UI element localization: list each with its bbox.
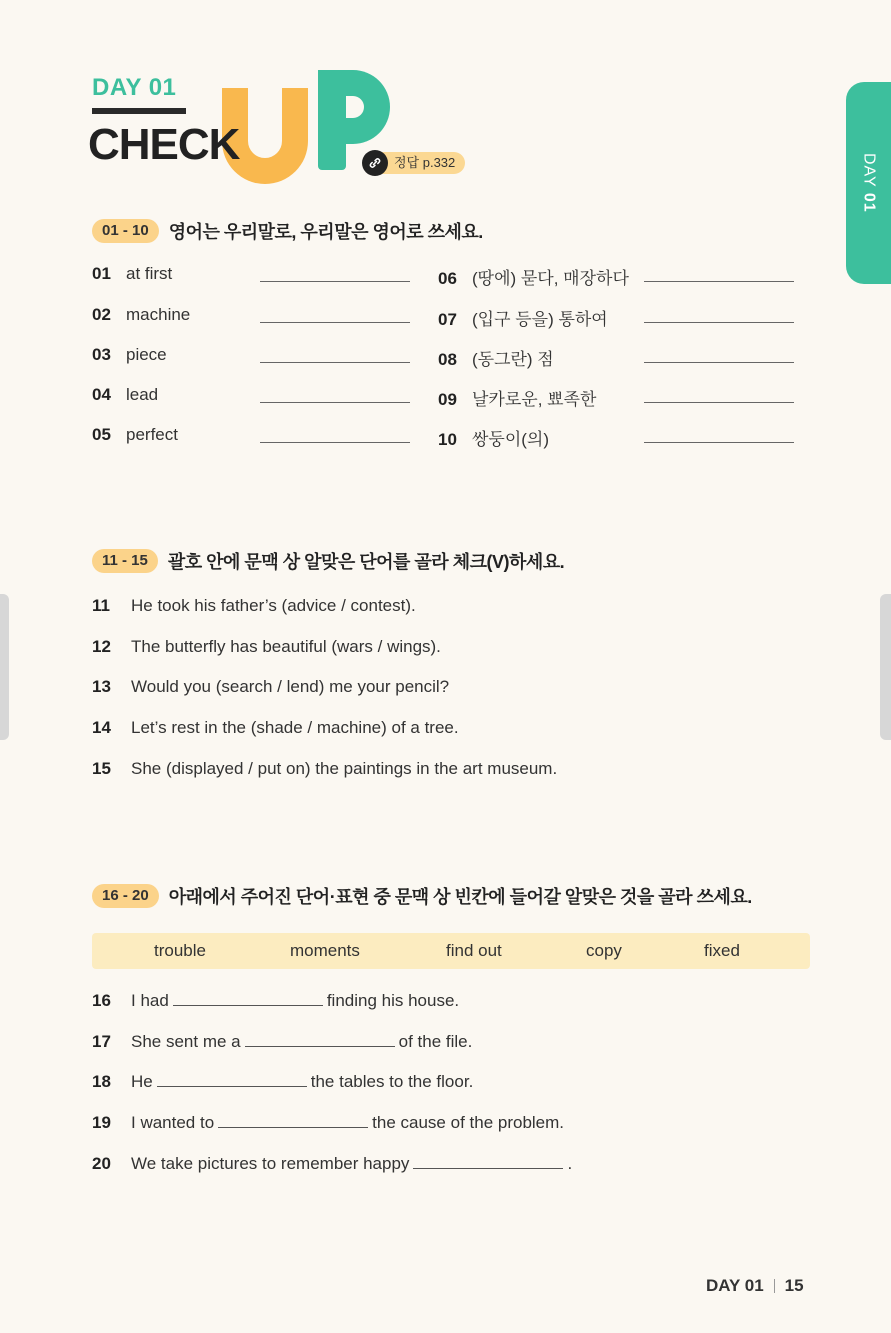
item-text: (땅에) 묻다, 매장하다 [472, 269, 629, 288]
fill-blank-item [92, 1032, 472, 1052]
item-number: 19 [92, 1113, 111, 1132]
item-number: 17 [92, 1032, 111, 1051]
answer-line[interactable] [644, 442, 794, 443]
vocab-item [92, 345, 167, 365]
sentence-item [92, 596, 416, 616]
blank-line[interactable] [157, 1072, 307, 1087]
item-number: 20 [92, 1154, 111, 1173]
word-option: trouble [154, 941, 206, 960]
fill-blank-item [92, 991, 459, 1011]
vocab-item [92, 305, 190, 325]
item-text-after: the tables to the floor. [310, 1072, 474, 1091]
item-text-before: She sent me a [131, 1032, 241, 1051]
item-text: He took his father’s (advice / contest). [131, 596, 416, 615]
section1-header [92, 218, 483, 244]
section3-header [92, 883, 752, 909]
vocab-item [92, 385, 158, 405]
item-text: lead [126, 385, 159, 404]
item-text-after: . [567, 1154, 573, 1173]
item-text: She (displayed / put on) the paintings in the art museum. [131, 759, 558, 778]
item-text-before: I had [131, 991, 169, 1010]
item-number: 10 [438, 430, 457, 449]
item-text-after: the cause of the problem. [372, 1113, 565, 1132]
item-number: 08 [438, 350, 457, 369]
item-number: 09 [438, 390, 457, 409]
item-number: 16 [92, 991, 111, 1010]
sentence-item [92, 718, 459, 738]
answer-line[interactable] [260, 362, 410, 363]
blank-line[interactable] [413, 1154, 563, 1169]
item-number: 02 [92, 305, 111, 324]
answer-reference [362, 150, 465, 176]
item-number: 11 [92, 596, 110, 615]
item-number: 04 [92, 385, 111, 404]
sentence-item [92, 759, 557, 779]
item-text: at first [126, 264, 173, 283]
item-number: 06 [438, 269, 457, 288]
item-number: 05 [92, 425, 111, 444]
vocab-item [92, 425, 178, 445]
link-icon [362, 150, 388, 176]
item-number: 18 [92, 1072, 111, 1091]
item-text: (입구 등을) 통하여 [472, 310, 608, 329]
vocab-item [438, 305, 608, 330]
item-text: perfect [126, 425, 178, 444]
item-text: machine [126, 305, 191, 324]
item-text-before: I wanted to [131, 1113, 215, 1132]
title-underline [92, 108, 186, 114]
word-option: moments [290, 941, 360, 960]
blank-line[interactable] [245, 1032, 395, 1047]
section2-title: 괄호 안에 문맥 상 알맞은 단어를 골라 체크(V)하세요. [167, 552, 565, 572]
sentence-item [92, 637, 441, 657]
item-number: 01 [92, 264, 111, 283]
footer-day: DAY 01 [706, 1276, 764, 1295]
right-edge-marker [880, 594, 891, 740]
side-tab-number: 01 [860, 193, 878, 213]
section1-title: 영어는 우리말로, 우리말은 영어로 쓰세요. [168, 222, 483, 242]
item-text: The butterfly has beautiful (wars / wings). [131, 637, 441, 656]
item-number: 12 [92, 637, 111, 656]
answer-line[interactable] [644, 322, 794, 323]
item-number: 15 [92, 759, 111, 778]
item-text: 날카로운, 뾰족한 [472, 390, 597, 409]
answer-page-text: 정답 p.332 [378, 152, 465, 174]
word-option: copy [586, 941, 622, 960]
section2-header [92, 548, 564, 574]
item-number: 13 [92, 677, 111, 696]
vocab-item [438, 345, 554, 370]
item-text: Let’s rest in the (shade / machine) of a tree. [131, 718, 459, 737]
word-option: find out [446, 941, 502, 960]
title-letter-p-bowl-graphic [318, 70, 390, 144]
section3-title: 아래에서 주어진 단어·표현 중 문맥 상 빈칸에 들어갈 알맞은 것을 골라 쓰세요. [168, 887, 752, 907]
section3-badge: 16 - 20 [92, 884, 159, 908]
item-text: (동그란) 점 [472, 350, 554, 369]
answer-line[interactable] [644, 362, 794, 363]
blank-line[interactable] [173, 991, 323, 1006]
answer-line[interactable] [260, 281, 410, 282]
word-option: fixed [704, 941, 740, 960]
side-tab-label [846, 82, 891, 284]
item-number: 03 [92, 345, 111, 364]
answer-line[interactable] [644, 281, 794, 282]
day-label: DAY 01 [92, 74, 177, 101]
section1-badge: 01 - 10 [92, 219, 159, 243]
fill-blank-item [92, 1154, 572, 1174]
sentence-item [92, 677, 449, 697]
item-text-before: He [131, 1072, 153, 1091]
item-text: piece [126, 345, 167, 364]
fill-blank-item [92, 1072, 473, 1092]
blank-line[interactable] [218, 1113, 368, 1128]
vocab-item [438, 264, 629, 289]
item-text-after: finding his house. [326, 991, 460, 1010]
left-edge-marker [0, 594, 9, 740]
answer-line[interactable] [260, 402, 410, 403]
item-text: Would you (search / lend) me your pencil? [131, 677, 450, 696]
vocab-item [438, 425, 549, 450]
page-footer [706, 1276, 804, 1296]
footer-separator [774, 1279, 775, 1293]
item-text: 쌍둥이(의) [472, 430, 550, 449]
item-number: 07 [438, 310, 457, 329]
item-number: 14 [92, 718, 111, 737]
word-box [92, 933, 810, 969]
answer-line[interactable] [260, 442, 410, 443]
page-number: 15 [784, 1276, 804, 1295]
answer-line[interactable] [260, 322, 410, 323]
side-tab-prefix: DAY [860, 153, 878, 194]
answer-line[interactable] [644, 402, 794, 403]
item-text-after: of the file. [398, 1032, 473, 1051]
section2-badge: 11 - 15 [92, 549, 158, 573]
vocab-item [438, 385, 596, 410]
item-text-before: We take pictures to remember happy [131, 1154, 410, 1173]
vocab-item [92, 264, 172, 284]
check-title: CHECK [88, 120, 240, 169]
fill-blank-item [92, 1113, 564, 1133]
